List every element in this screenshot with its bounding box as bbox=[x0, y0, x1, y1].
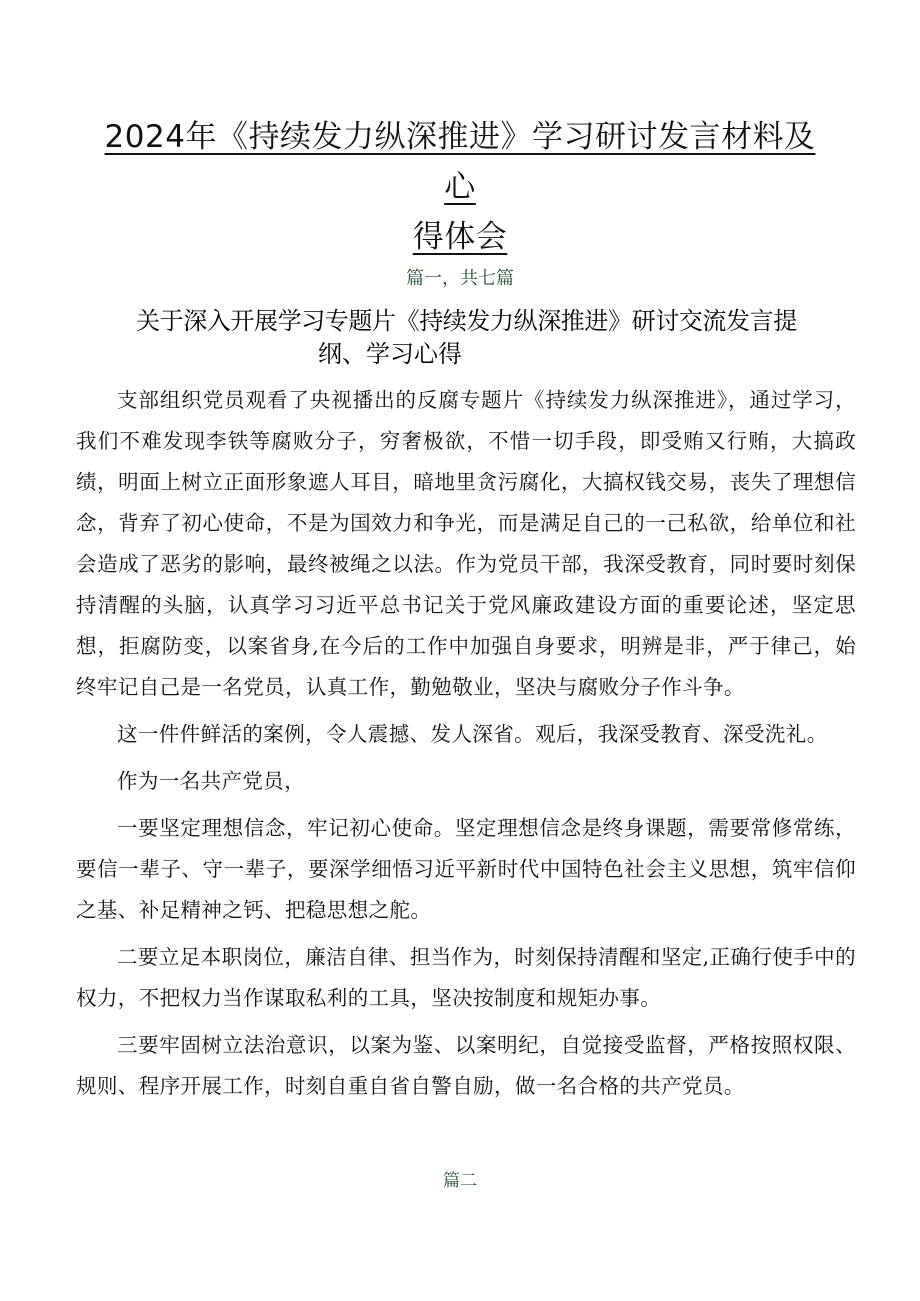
paragraph-5: 二要立足本职岗位，廉洁自律、担当作为，时刻保持清醒和坚定,正确行使手中的权力，不把权力当作谋取私利的工具，坚决按制度和规矩办事。 bbox=[76, 945, 856, 1010]
document-body bbox=[76, 380, 856, 1113]
paragraph-4: 一要坚定理想信念，牢记初心使命。坚定理想信念是终身课题，需要常修常练，要信一辈子、守一辈子，要深学细悟习近平新时代中国特色社会主义思想，筑牢信仰之基、补足精神之钙、把稳思想之舵。 bbox=[76, 816, 856, 922]
paragraph-3: 作为一名共产党员， bbox=[117, 769, 306, 793]
paragraph-6: 三要牢固树立法治意识，以案为鉴、以案明纪，自觉接受监督，严格按照权限、规则、程序开展工作，时刻自重自省自警自励，做一名合格的共产党员。 bbox=[76, 1033, 856, 1098]
title-line-1: 2024年《持续发力纵深推进》学习研讨发言材料及心 bbox=[104, 119, 816, 205]
heading-line-1: 关于深入开展学习专题片《持续发力纵深推进》研讨交流发言提 bbox=[136, 307, 797, 335]
title-line-2: 得体会 bbox=[412, 219, 508, 255]
next-section-label: 篇二 bbox=[443, 1171, 477, 1191]
document-title bbox=[90, 112, 830, 262]
section-count-label: 篇一，共七篇 bbox=[406, 268, 514, 289]
section-heading bbox=[110, 305, 870, 371]
paragraph-2: 这一件件鲜活的案例，令人震撼、发人深省。观后，我深受教育、深受洗礼。 bbox=[117, 722, 828, 746]
paragraph-1: 支部组织党员观看了央视播出的反腐专题片《持续发力纵深推进》，通过学习，我们不难发现李铁等腐败分子，穷奢极欲，不惜一切手段，即受贿又行贿，大搞政绩，明面上树立正面形象遮人耳目，暗地里贪污腐化，大搞权钱交易，丧失了理想信念，背弃了初心使命，不是为国效力和争光，而是满足自己的一己私欲，给单位和社会造成了恶劣的影响，最终被绳之以法。作为党员干部，我深受教育，同时要时刻保持清醒的头脑，认真学习习近平总书记关于党风廉政建设方面的重要论述，坚定思想，拒腐防变，以案省身,在今后的工作中加强自身要求，明辨是非，严于律己，始终牢记自己是一名党员，认真工作，勤勉敬业，坚决与腐败分子作斗争。 bbox=[76, 388, 856, 699]
heading-line-2: 纲、学习心得 bbox=[318, 340, 462, 368]
